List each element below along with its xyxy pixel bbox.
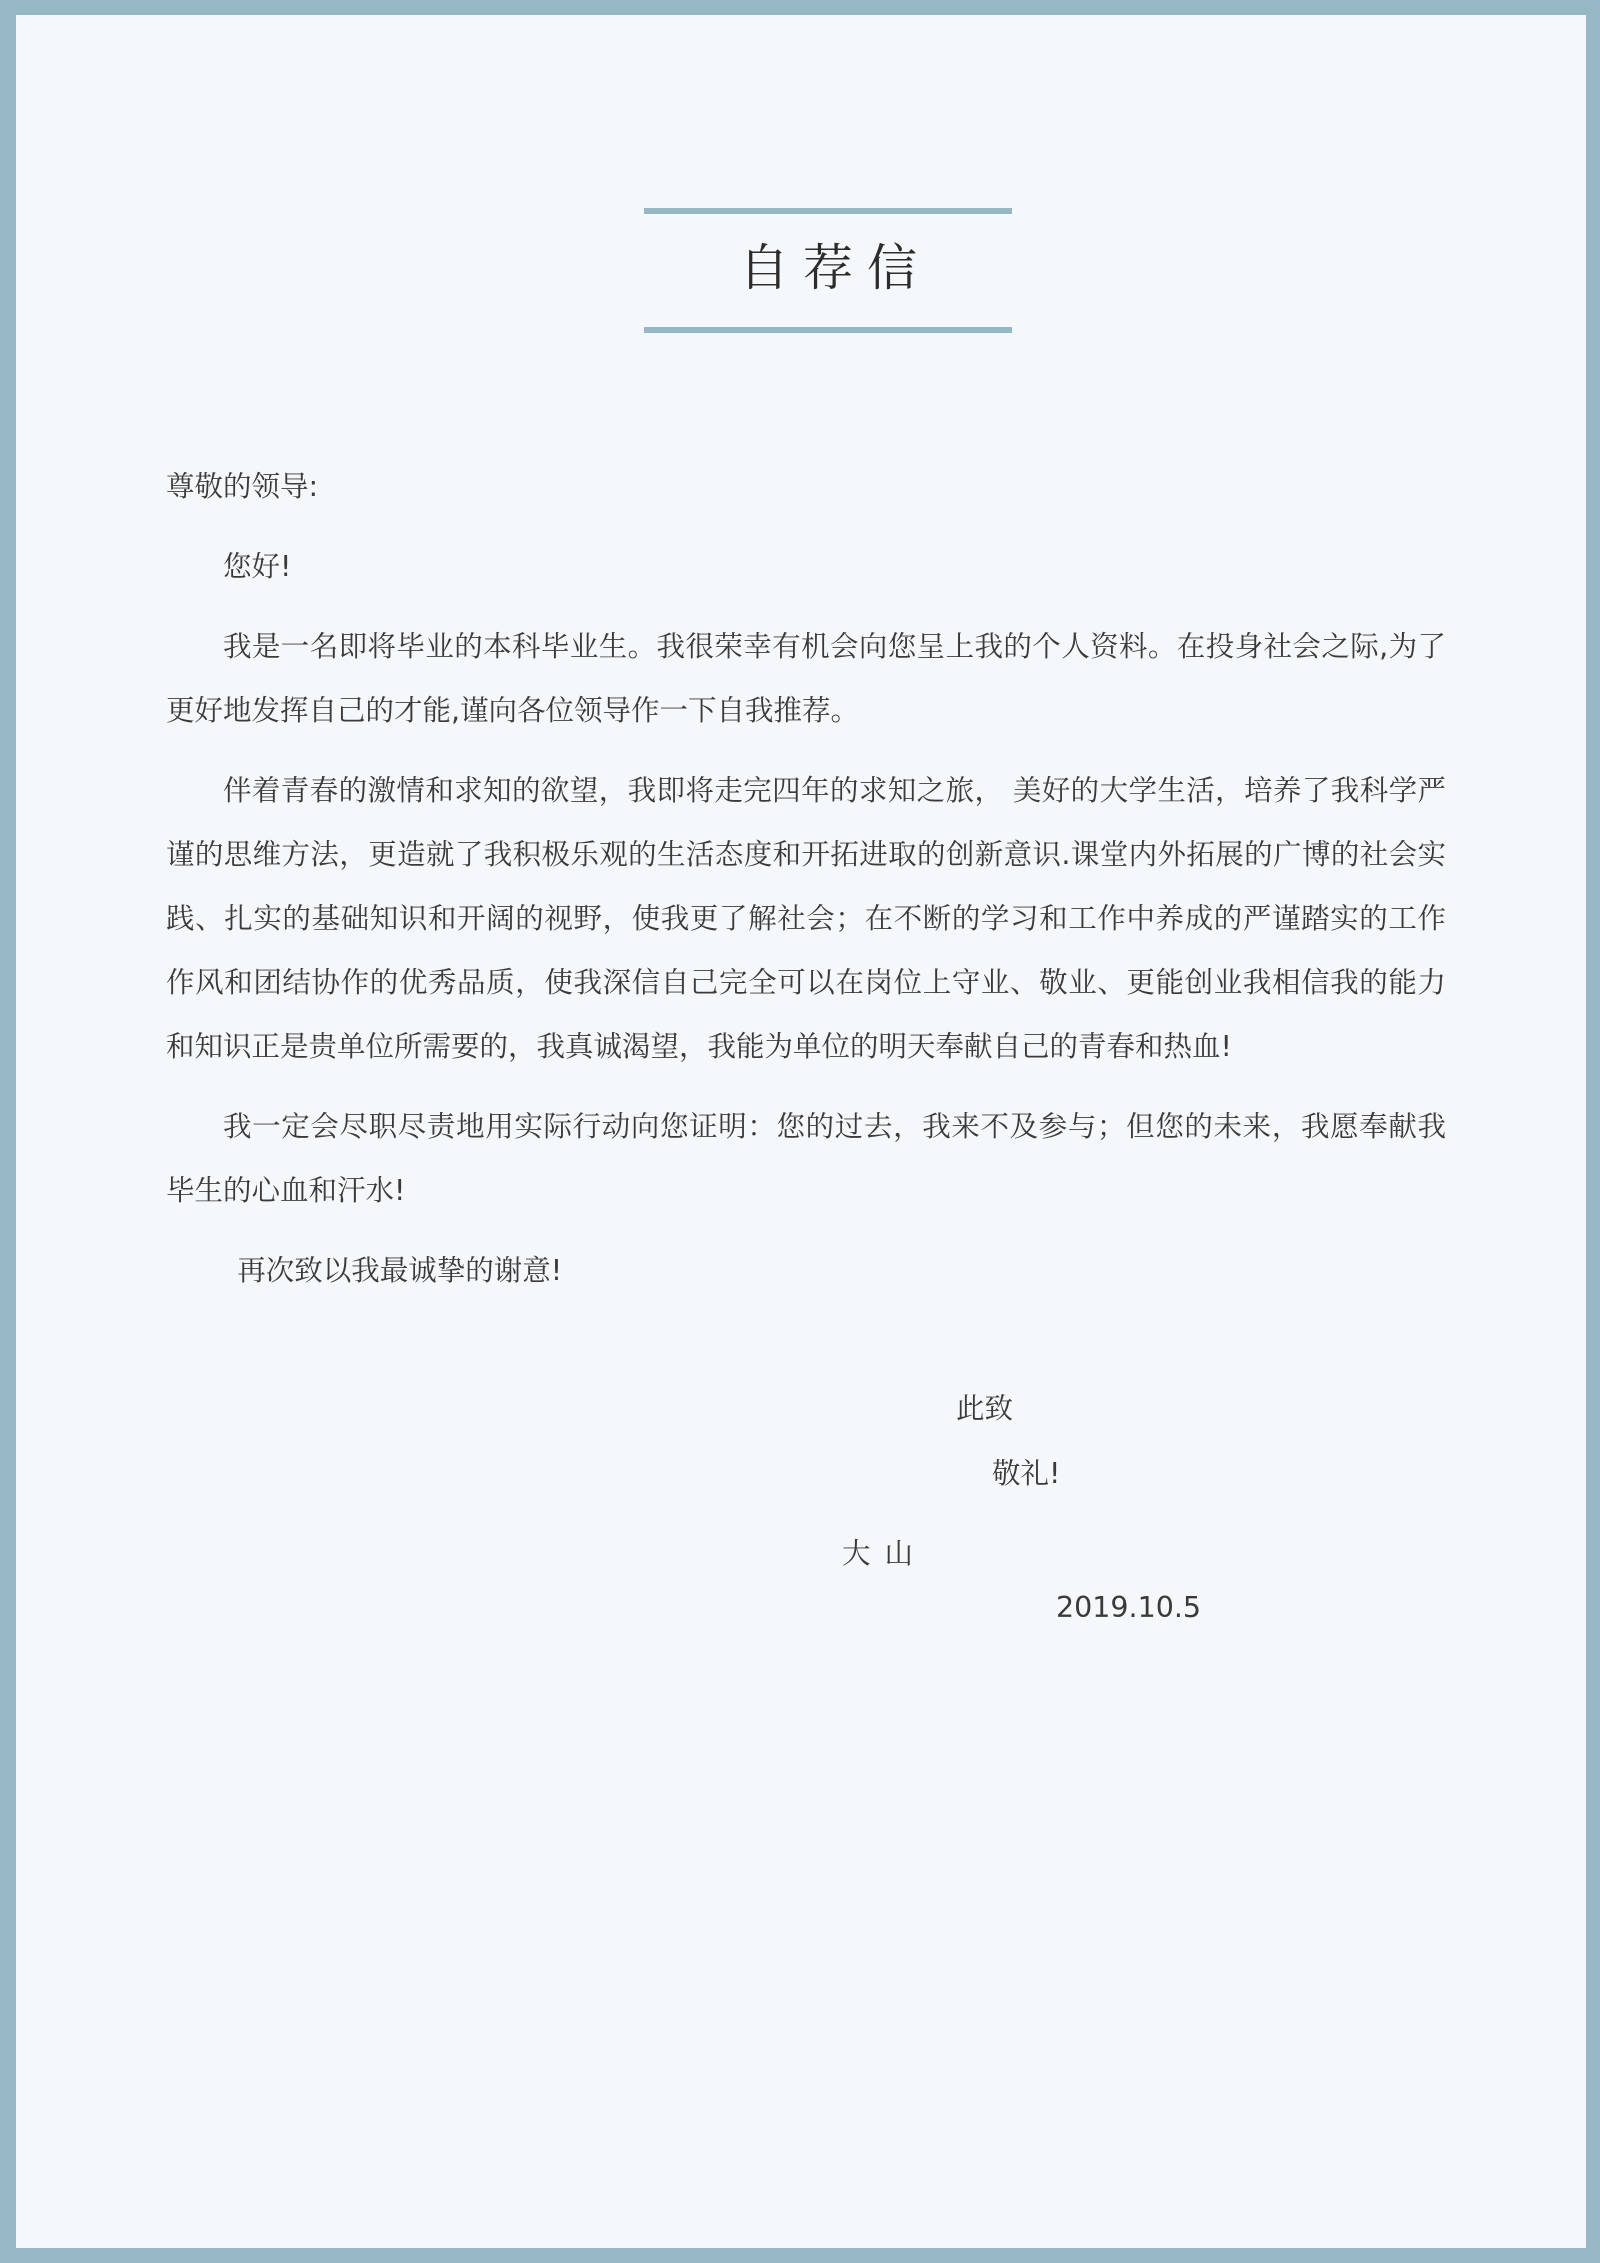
document-title: 自荐信 [739, 239, 931, 297]
letter-page [16, 15, 1586, 2248]
paragraph-experience: 伴着青春的激情和求知的欲望，我即将走完四年的求知之旅， 美好的大学生活，培养了我科学严谨的思维方法，更造就了我积极乐观的生活态度和开拓进取的创新意识.课堂内外拓展的广博的社会实践、扎实的基础知识和开阔的视野，使我更了解社会；在不断的学习和工作中养成的严谨踏实的工作作风和团结协作的优秀品质，使我深信自己完全可以在岗位上守业、敬业、更能创业我相信我的能力和知识正是贵单位所需要的，我真诚渴望，我能为单位的明天奉献自己的青春和热血! [166, 774, 1446, 1063]
title-top-rule [644, 208, 1012, 214]
salutation: 尊敬的领导: [166, 470, 319, 503]
closing-line-1: 此致 [956, 1392, 1014, 1425]
title-bottom-rule [644, 327, 1012, 333]
paragraph-intro: 我是一名即将毕业的本科毕业生。我很荣幸有机会向您呈上我的个人资料。在投身社会之际,为了更好地发挥自己的才能,谨向各位领导作一下自我推荐。 [166, 630, 1446, 727]
thanks-line: 再次致以我最诚挚的谢意! [237, 1254, 563, 1287]
letter-body [166, 455, 1446, 1319]
date: 2019.10.5 [1056, 1591, 1202, 1624]
closing-line-2: 敬礼! [992, 1457, 1061, 1490]
signature: 大山 [842, 1537, 928, 1570]
paragraph-commitment: 我一定会尽职尽责地用实际行动向您证明：您的过去，我来不及参与；但您的未来，我愿奉献我毕生的心血和汗水! [166, 1110, 1446, 1207]
greeting: 您好! [223, 550, 292, 583]
